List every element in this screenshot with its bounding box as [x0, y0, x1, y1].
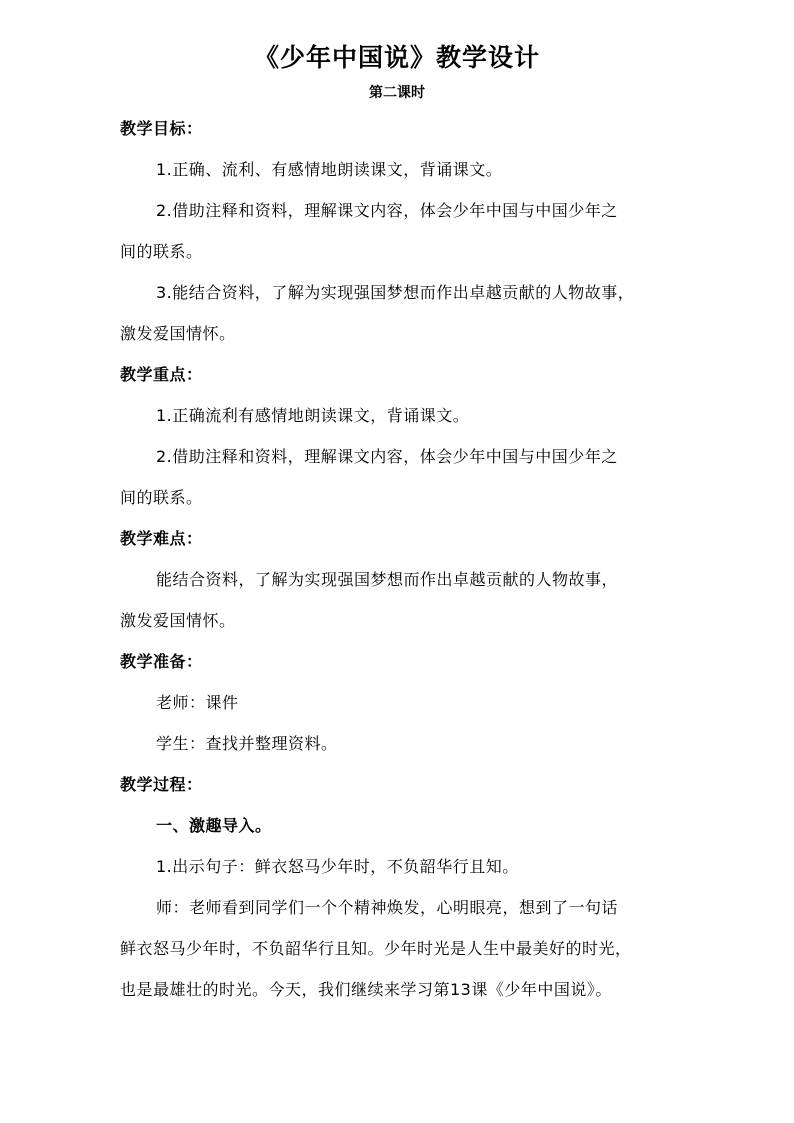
process-step-heading: 一、激趣导入。 [156, 816, 272, 835]
key-point-item: 2.借助注释和资料，理解课文内容，体会少年中国与中国少年之 [156, 447, 618, 466]
key-point-item: 1.正确流利有感情地朗读课文，背诵课文。 [156, 406, 470, 425]
section-heading-key-points: 教学重点： [120, 365, 203, 384]
difficulty-item: 能结合资料，了解为实现强国梦想而作出卓越贡献的人物故事， [156, 570, 619, 589]
objective-item: 1.正确、流利、有感情地朗读课文，背诵课文。 [156, 160, 503, 179]
objective-item-continuation: 间的联系。 [120, 242, 203, 261]
objective-item: 3.能结合资料，了解为实现强国梦想而作出卓越贡献的人物故事， [156, 283, 635, 302]
process-paragraph-continuation: 鲜衣怒马少年时，不负韶华行且知。少年时光是人生中最美好的时光， [120, 939, 632, 958]
document-subtitle: 第二课时 [369, 85, 425, 101]
section-heading-preparation: 教学准备： [120, 652, 203, 671]
objective-item-continuation: 激发爱国情怀。 [120, 324, 236, 343]
process-paragraph: 1.出示句子：鲜衣怒马少年时，不负韶华行且知。 [156, 857, 519, 876]
section-heading-objectives: 教学目标： [120, 119, 203, 138]
preparation-student: 学生：查找并整理资料。 [156, 734, 338, 753]
document-title: 《少年中国说》教学设计 [253, 43, 540, 72]
key-point-item-continuation: 间的联系。 [120, 488, 203, 507]
difficulty-item-continuation: 激发爱国情怀。 [120, 611, 236, 630]
section-heading-difficulties: 教学难点： [120, 529, 203, 548]
objective-item: 2.借助注释和资料，理解课文内容，体会少年中国与中国少年之 [156, 201, 618, 220]
process-paragraph-continuation: 也是最雄壮的时光。今天，我们继续来学习第13课《少年中国说》。 [120, 980, 612, 999]
document-body [120, 108, 680, 1010]
section-heading-process: 教学过程： [120, 775, 203, 794]
process-paragraph: 师：老师看到同学们一个个精神焕发，心明眼亮，想到了一句话 [156, 898, 619, 917]
preparation-teacher: 老师：课件 [156, 693, 239, 712]
